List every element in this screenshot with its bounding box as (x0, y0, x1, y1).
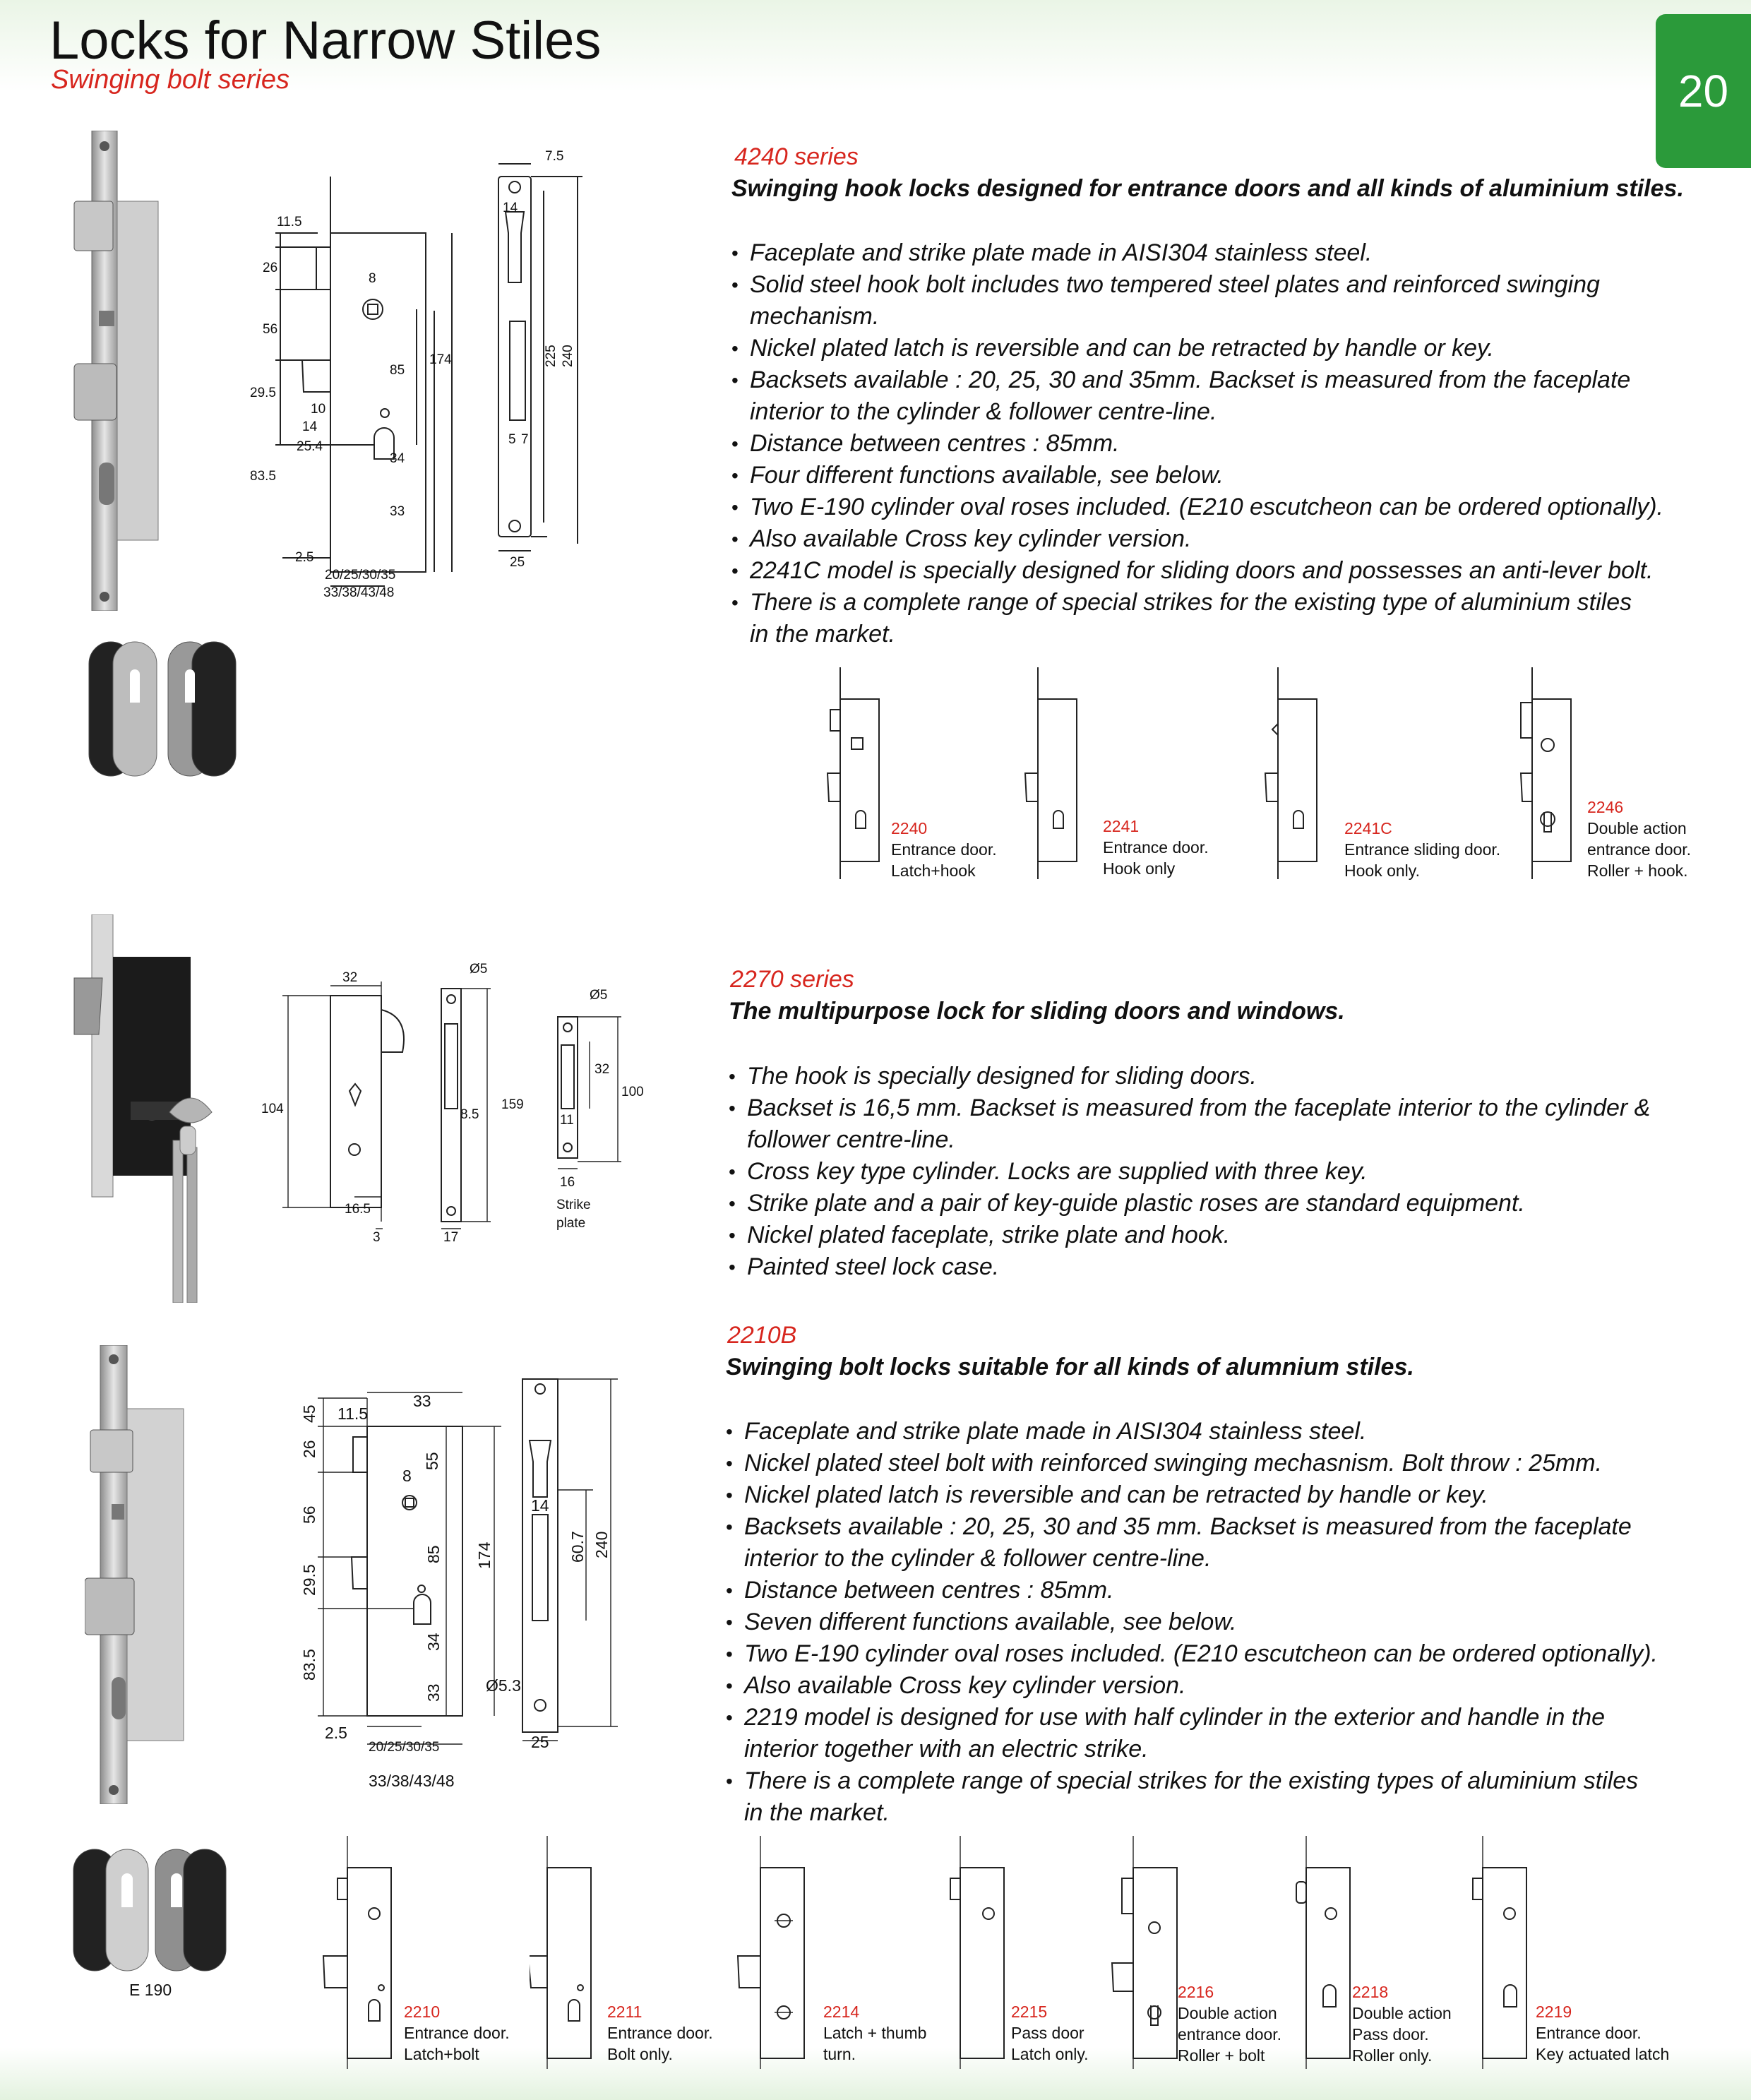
series-2270-name: 2270 series (730, 966, 854, 993)
feature-item: • There is a complete range of special strikes for the existing type of aluminium stiles in the market. (731, 587, 1663, 650)
dim-55: 55 (423, 1452, 441, 1470)
oval-roses-4240 (86, 639, 256, 780)
feature-item: • Distance between centres : 85mm. (731, 428, 1663, 460)
dim-33b: 33 (424, 1683, 443, 1702)
feature-item: • The hook is specially designed for sliding doors. (729, 1061, 1661, 1092)
function-2211-caption: 2211 Entrance door. Bolt only. (607, 2003, 713, 2063)
roses-label: E 190 (129, 1981, 172, 1999)
feature-item: • Nickel plated latch is reversible and can be retracted by handle or key. (726, 1479, 1672, 1511)
dim-29-5: 29.5 (300, 1564, 318, 1596)
dim-17: 17 (443, 1230, 459, 1245)
feature-item: • Solid steel hook bolt includes two tempered steel plates and reinforced swinging mechanism. (731, 269, 1663, 333)
feature-item: • Nickel plated steel bolt with reinforced swinging mechasnism. Bolt throw : 25mm. (726, 1448, 1672, 1479)
dim-85: 85 (390, 363, 405, 378)
dim-104: 104 (261, 1102, 284, 1116)
function-2214-drawing (731, 1836, 815, 2069)
lock-2270-photo (60, 914, 222, 1303)
strike-dim-240: 240 (561, 345, 575, 367)
dim-56: 56 (300, 1505, 318, 1524)
feature-item: • Strike plate and a pair of key-guide plastic roses are standard equipment. (729, 1188, 1661, 1219)
dim-29-5: 29.5 (250, 386, 276, 400)
dim-33: 33 (413, 1392, 431, 1410)
feature-item: • Nickel plated latch is reversible and can be retracted by handle or key. (731, 333, 1663, 364)
function-2215-caption: 2215 Pass door Latch only. (1011, 2003, 1089, 2063)
dim-backsets: 20/25/30/35 (369, 1740, 440, 1755)
dim-11-5: 11.5 (337, 1404, 369, 1423)
strike-dim-7-5: 7.5 (545, 149, 564, 164)
dim-8: 8 (369, 271, 376, 286)
dim-83-5: 83.5 (250, 469, 276, 484)
feature-item: • Backsets available : 20, 25, 30 and 35 mm. Backset is measured from the faceplate interior to the cylinder & follower centre-line. (726, 1511, 1672, 1575)
feature-item: • 2241C model is specially designed for sliding doors and possesses an anti-lever bolt. (731, 555, 1663, 587)
series-4240-name: 4240 series (734, 143, 859, 170)
function-2210-caption: 2210 Entrance door. Latch+bolt (404, 2003, 510, 2063)
dim-34: 34 (390, 451, 405, 466)
function-2210-drawing (319, 1836, 397, 2069)
dim-32: 32 (342, 970, 358, 985)
function-2211-drawing (530, 1836, 607, 2069)
strike-dim-25: 25 (531, 1733, 549, 1751)
series-2210b-headline: Swinging bolt locks suitable for all kinds of alumnium stiles. (726, 1354, 1414, 1380)
function-2241c-drawing (1264, 667, 1327, 879)
series-4240-features (731, 237, 1663, 650)
dim-16: 16 (560, 1175, 575, 1190)
lock-2210b-photo (85, 1345, 198, 1804)
dim-26: 26 (300, 1440, 318, 1458)
function-2246-drawing (1511, 667, 1582, 879)
dim-2-5: 2.5 (295, 550, 314, 565)
strike-dim-25: 25 (510, 555, 525, 570)
strike-dim-240: 240 (592, 1531, 611, 1558)
dim-o5b: Ø5 (590, 988, 608, 1003)
feature-item: • Also available Cross key cylinder version. (726, 1670, 1672, 1702)
strike-dim-14: 14 (503, 201, 518, 215)
dim-32b: 32 (594, 1062, 610, 1077)
function-2241-caption: 2241 Entrance door. Hook only (1103, 817, 1209, 878)
function-2216-drawing (1098, 1836, 1183, 2069)
series-2270-features (729, 1061, 1661, 1283)
function-2216-caption: 2216 Double action entrance door. Roller + bolt (1178, 1983, 1282, 2065)
dim-26: 26 (263, 261, 278, 275)
strike-dim-7: 7 (521, 432, 529, 447)
dim-33: 33 (390, 504, 405, 519)
feature-item: • Backset is 16,5 mm. Backset is measured from the faceplate interior to the cylinder & follower centre-line. (729, 1092, 1661, 1156)
strike-dim-5: 5 (508, 432, 516, 447)
lock-4240-photo (71, 131, 169, 611)
feature-item: • Faceplate and strike plate made in AISI304 stainless steel. (726, 1416, 1672, 1448)
dim-14: 14 (302, 419, 318, 434)
dim-10: 10 (311, 402, 326, 417)
dim-45: 45 (300, 1404, 318, 1423)
feature-item: • Faceplate and strike plate made in AISI304 stainless steel. (731, 237, 1663, 269)
function-2214-caption: 2214 Latch + thumb turn. (823, 2003, 927, 2063)
function-2240-caption: 2240 Entrance door. Latch+hook (891, 819, 997, 880)
strike-4240-dimension-drawing (487, 148, 614, 579)
strike-dim-14: 14 (531, 1496, 549, 1515)
function-2241-drawing (1024, 667, 1087, 879)
strike-dim-o5-3: Ø5.3 (486, 1676, 521, 1695)
feature-item: • Two E-190 cylinder oval roses included. (E210 escutcheon can be ordered optionally). (731, 491, 1663, 523)
dim-11: 11 (560, 1113, 574, 1128)
strike-dim-60-7: 60.7 (568, 1531, 587, 1563)
dim-o5a: Ø5 (470, 962, 488, 977)
feature-item: • Four different functions available, see below. (731, 460, 1663, 491)
dim-totals: 33/38/43/48 (369, 1772, 455, 1790)
feature-item: • Two E-190 cylinder oval roses included. (E210 escutcheon can be ordered optionally). (726, 1638, 1672, 1670)
page-number: 20 (1678, 66, 1729, 117)
feature-item: • Also available Cross key cylinder version. (731, 523, 1663, 555)
feature-item: • There is a complete range of special strikes for the existing types of aluminium stiles in the market. (726, 1765, 1672, 1829)
series-4240-headline: Swinging hook locks designed for entrance doors and all kinds of aluminium stiles. (731, 175, 1684, 202)
function-2240-drawing (826, 667, 890, 879)
page-subtitle: Swinging bolt series (51, 65, 289, 95)
series-2270-headline: The multipurpose lock for sliding doors and windows. (729, 998, 1345, 1025)
dim-3: 3 (373, 1230, 381, 1245)
dim-8-5: 8.5 (460, 1107, 479, 1122)
dim-174: 174 (475, 1541, 494, 1569)
function-2219-caption: 2219 Entrance door. Key actuated latch (1536, 2003, 1670, 2063)
feature-item: • Distance between centres : 85mm. (726, 1575, 1672, 1606)
dim-16-5: 16.5 (345, 1202, 371, 1217)
dim-11-5: 11.5 (277, 215, 302, 229)
dim-8: 8 (402, 1467, 412, 1485)
function-2241c-caption: 2241C Entrance sliding door. Hook only. (1344, 819, 1501, 880)
function-2219-drawing (1469, 1836, 1546, 2069)
dim-83-5: 83.5 (300, 1649, 318, 1681)
feature-item: • Painted steel lock case. (729, 1251, 1661, 1283)
dim-2-5: 2.5 (325, 1724, 347, 1742)
dim-159: 159 (501, 1097, 524, 1112)
feature-item: • Cross key type cylinder. Locks are supplied with three key. (729, 1156, 1661, 1188)
series-2210b-features (726, 1416, 1672, 1829)
strike-2210b-dimension-drawing (480, 1373, 628, 1755)
lock-4240-dimension-drawing (240, 148, 473, 600)
strike-dim-225: 225 (544, 345, 558, 367)
feature-item: • Nickel plated faceplate, strike plate and hook. (729, 1219, 1661, 1251)
dim-174: 174 (429, 352, 452, 367)
dim-56: 56 (263, 322, 278, 337)
function-2246-caption: 2246 Double action entrance door. Roller + hook. (1587, 798, 1692, 880)
oval-roses-e190 (71, 1847, 240, 1974)
feature-item: • Seven different functions available, see below. (726, 1606, 1672, 1638)
dim-25-4: 25.4 (297, 439, 323, 454)
function-2218-caption: 2218 Double action Pass door. Roller only. (1352, 1983, 1452, 2065)
page-title: Locks for Narrow Stiles (49, 11, 602, 71)
lock-2270-dimension-drawing (254, 960, 650, 1250)
strike-label-line1: Strike (556, 1198, 591, 1212)
series-2210b-name: 2210B (727, 1322, 797, 1349)
feature-item: • 2219 model is designed for use with half cylinder in the exterior and handle in the interior together with an electric strike. (726, 1702, 1672, 1765)
dim-34: 34 (424, 1633, 443, 1651)
dim-85: 85 (424, 1545, 443, 1563)
strike-label-line2: plate (556, 1216, 586, 1231)
dim-totals: 33/38/43/48 (323, 585, 395, 600)
dim-100: 100 (621, 1085, 644, 1099)
feature-item: • Backsets available : 20, 25, 30 and 35mm. Backset is measured from the faceplate interior to the cylinder & follower centre-line. (731, 364, 1663, 428)
dim-backsets: 20/25/30/35 (325, 568, 396, 583)
